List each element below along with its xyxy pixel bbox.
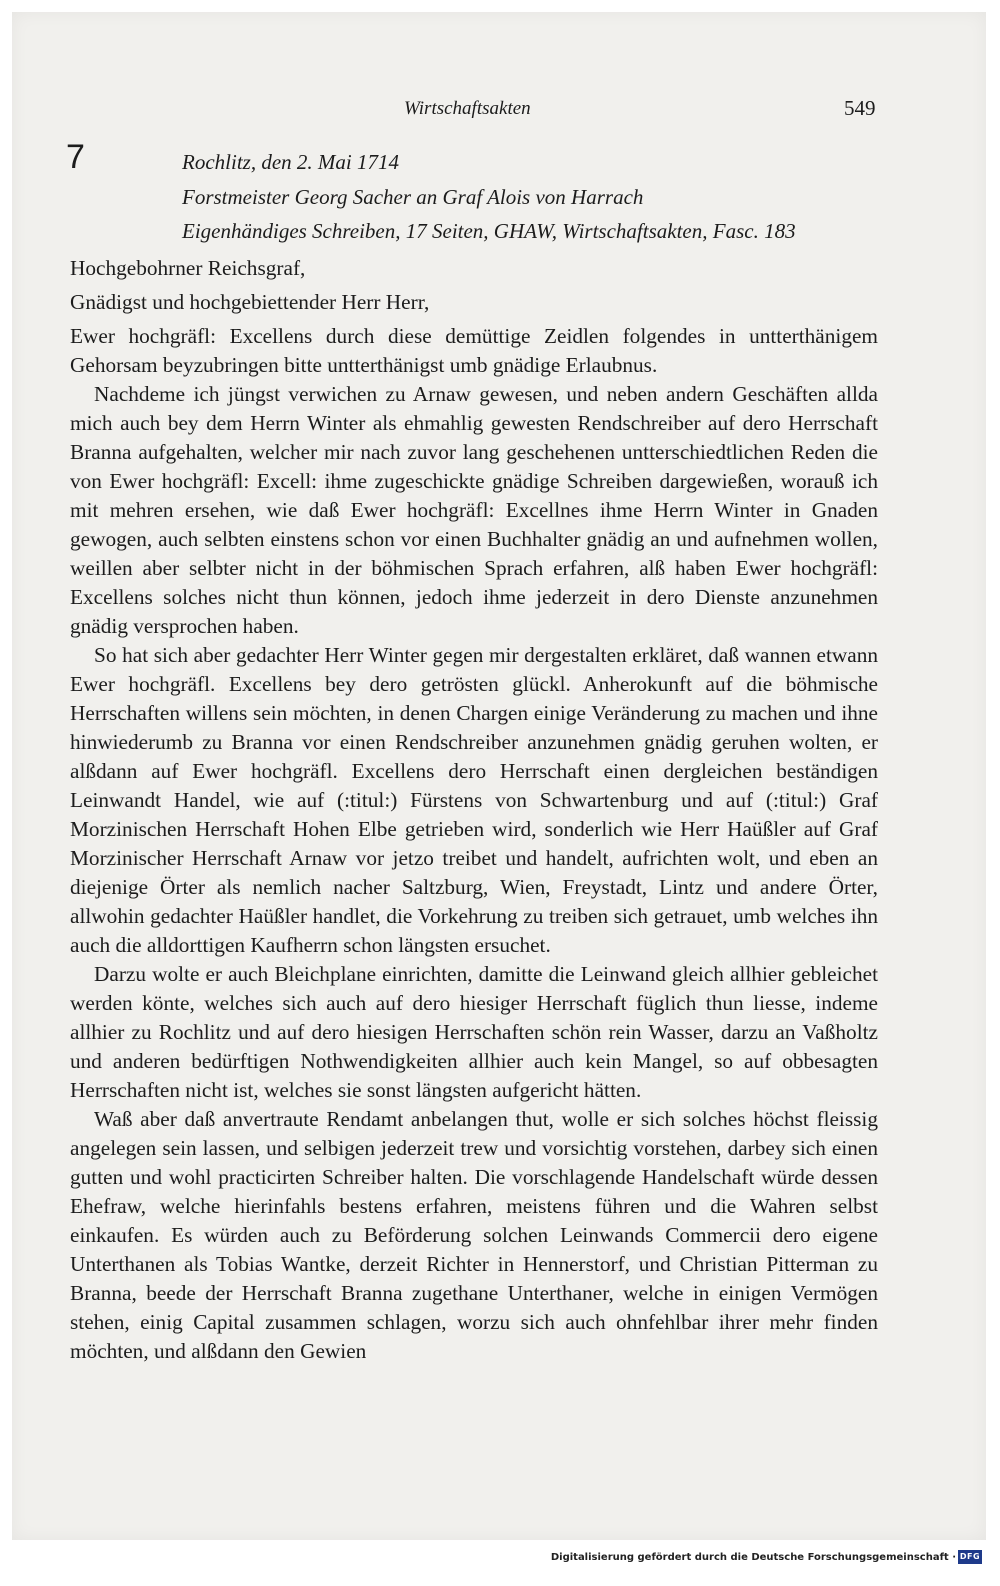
running-head: Wirtschaftsakten — [404, 98, 531, 119]
page-number: 549 — [844, 96, 876, 120]
letter-paragraph: So hat sich aber gedachter Herr Winter gegen mir dergestalten erkläret, daß wannen etwann Ewer hochgräfl. Excellens bey dero getrösten glückl. Anherokunft auf die böhmische Herrschaften willens sein möchten, in denen Chargen einige Veränderung zu machen und ihne hinwiederumb zu Branna vor einen Rendschreiber anzunehmen gnädig geruhen wolten, er alßdann auf Ewer hochgräfl. Excellens dero Herrschaft einen dergleichen beständigen Leinwandt Handel, wie auf (:titul:) Fürstens von Schwartenburg und auf (:titul:) Graf Morzinischen Herrschaft Hohen Elbe getrieben wird, sonderlich wie Herr Haüßler auf Graf Morzinischer Herrschaft Arnaw vor jetzo treibet und handelt, aufrichten wolt, und eben an diejenige Örter als nemlich nacher Saltzburg, Wien, Freystadt, Lintz und andere Örter, allwohin gedachter Haüßler handlet, die Vorkehrung zu treiben sich getrauet, umb welches ihn auch die alldorttigen Kaufherrn schon längsten ersuchet. — [70, 643, 878, 957]
funding-note: Digitalisierung gefördert durch die Deutsche Forschungsgemeinschaft · — [550, 1552, 956, 1563]
salutation-line: Hochgebohrner Reichsgraf, — [70, 256, 306, 280]
document-source-line: Eigenhändiges Schreiben, 17 Seiten, GHAW, Wirtschaftsakten, Fasc. 183 — [182, 219, 796, 243]
letter-paragraph: Ewer hochgräfl: Excellens durch diese demüttige Zeidlen folgendes in untterthänigem Gehorsam beyzubringen bitte untterthänigst umb gnädige Erlaubnus. — [70, 324, 878, 377]
document-number: 7 — [66, 138, 85, 176]
scanned-page — [12, 12, 986, 1540]
letter-paragraph: Nachdeme ich jüngst verwichen zu Arnaw gewesen, und neben andern Geschäften allda mich auch bey dem Herrn Winter als ehmahlig gewesten Rendschreiber auf dero Herrschaft Branna aufgehalten, welcher mir nach zuvor lang geschehenen untterschiedtlichen Reden die von Ewer hochgräfl: Excell: ihme zugeschickte gnädige Schreiben dargewießen, worauß ich mit mehren ersehen, wie daß Ewer hochgräfl: Excellnes ihme Herrn Winter in Gnaden gewogen, auch selbten einstens schon vor einen Buchhalter gnädig an und aufnehmen wollen, weillen aber selbter nicht in der böhmischen Sprach erfahren, alß haben Ewer hochgräfl: Excellens solches nicht thun können, jedoch ihme jederzeit in dero Dienste anzunehmen gnädig versprochen haben. — [70, 382, 878, 638]
letter-paragraph: Darzu wolte er auch Bleichplane einrichten, damitte die Leinwand gleich allhier gebleichet werden könte, welches sich auch auf dero hiesiger Herrschaft füglich thun liesse, indeme allhier zu Rochlitz und auf dero hiesigen Herrschaften schön rein Wasser, darzu an Vaßholtz und anderen bedürftigen Nothwendigkeiten allhier auch kein Mangel, so auf obbesagten Herrschaften nicht ist, welches sie sonst längsten aufgericht hätten. — [70, 962, 878, 1102]
dfg-logo-icon: DFG — [958, 1550, 982, 1564]
salutation-line: Gnädigst und hochgebiettender Herr Herr, — [70, 290, 430, 314]
document-parties-line: Forstmeister Georg Sacher an Graf Alois von Harrach — [182, 185, 644, 209]
letter-paragraph: Waß aber daß anvertraute Rendamt anbelangen thut, wolle er sich solches höchst fleissig angelegen sein lassen, und selbigen jederzeit trew und vorsichtig vorstehen, darbey sich einen gutten und wohl practicirten Schreiber halten. Die vorschlagende Handelschaft würde dessen Ehefraw, welche hierinfahls bestens erfahren, meistens führen und die Wahren selbst einkaufen. Es würden auch zu Beförderung solchen Leinwands Commercii dero eigene Unterthanen als Tobias Wantke, derzeit Richter in Hennerstorf, und Christian Pitterman zu Branna, beede der Herrschaft Branna zugethane Unterthaner, welche in einigen Vermögen stehen, einig Capital zusammen schlagen, worzu sich auch ohnfehlbar ihrer mehr finden möchten, und alßdann den Gewien — [70, 1107, 878, 1363]
letter-body — [70, 254, 878, 1366]
document-date-line: Rochlitz, den 2. Mai 1714 — [182, 150, 399, 174]
